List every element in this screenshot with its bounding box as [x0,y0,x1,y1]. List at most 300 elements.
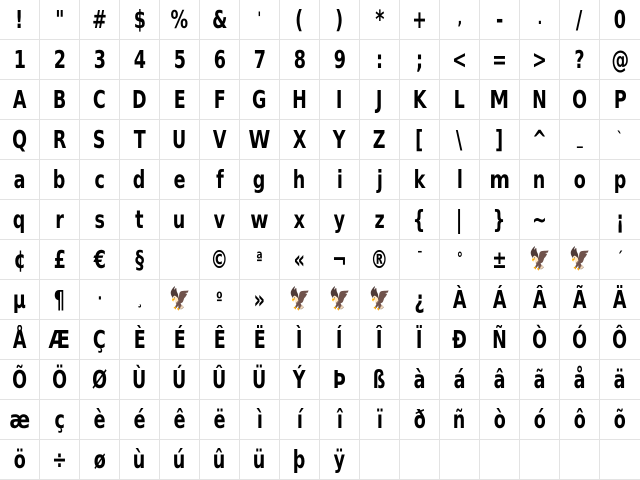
glyph-cell[interactable] [80,320,120,360]
glyph-cell[interactable] [600,40,640,80]
glyph-cell[interactable] [520,240,560,280]
glyph-cell[interactable] [240,360,280,400]
glyph-cell[interactable] [560,40,600,80]
glyph-cell[interactable] [480,120,520,160]
glyph-cell[interactable] [240,80,280,120]
glyph-cell[interactable] [280,440,320,480]
glyph-cell[interactable] [120,280,160,320]
latin-capital-d: D [132,85,147,114]
glyph-cell[interactable] [0,360,40,400]
digit-eight: 8 [293,45,306,74]
glyph-cell[interactable] [320,400,360,440]
reverse-solidus: \ [456,125,463,154]
latin-capital-s: S [93,125,106,154]
glyph-cell[interactable] [240,200,280,240]
glyph-cell[interactable] [600,240,640,280]
glyph-cell[interactable] [0,200,40,240]
glyph-cell[interactable] [360,160,400,200]
latin-capital-t: T [133,125,146,154]
latin-small-o-diaeresis: ö [13,445,26,474]
glyph-cell[interactable] [400,40,440,80]
latin-capital-i-acute: Í [336,325,343,354]
glyph-cell[interactable] [360,320,400,360]
glyph-cell[interactable] [320,360,360,400]
latin-capital-w: W [248,125,271,154]
latin-small-a: a [13,165,26,194]
glyph-cell[interactable] [520,360,560,400]
glyph-cell[interactable] [280,160,320,200]
glyph-cell[interactable] [80,200,120,240]
glyph-cell[interactable] [40,120,80,160]
glyph-cell[interactable] [120,120,160,160]
glyph-cell[interactable] [240,320,280,360]
latin-capital-i-diaeresis: Ï [416,325,423,354]
glyph-cell[interactable] [160,160,200,200]
latin-capital-e-acute: É [173,325,186,354]
glyph-cell[interactable] [600,0,640,40]
latin-small-eth: ð [413,405,426,434]
latin-capital-r: R [52,125,67,154]
glyph-cell[interactable] [240,280,280,320]
cedilla: ¸ [136,289,143,309]
glyph-cell[interactable] [160,80,200,120]
latin-small-thorn: þ [293,445,306,474]
glyph-cell[interactable] [520,400,560,440]
glyph-cell[interactable] [480,0,520,40]
latin-small-r: r [55,205,64,234]
glyph-cell[interactable] [200,40,240,80]
glyph-cell[interactable] [120,0,160,40]
latin-capital-j: J [376,85,383,114]
latin-small-y: y [333,205,346,234]
glyph-cell[interactable] [240,400,280,440]
glyph-cell[interactable] [40,400,80,440]
glyph-cell[interactable] [200,440,240,480]
glyph-cell[interactable] [40,160,80,200]
glyph-cell[interactable] [320,80,360,120]
glyph-cell[interactable] [240,160,280,200]
glyph-cell[interactable] [520,160,560,200]
right-parenthesis: ) [335,5,344,34]
glyph-cell[interactable] [520,40,560,80]
glyph-cell[interactable] [360,200,400,240]
low-line: _ [576,129,583,149]
glyph-cell[interactable] [600,320,640,360]
glyph-cell[interactable] [120,200,160,240]
hyphen-minus: - [495,5,504,34]
glyph-cell[interactable] [40,440,80,480]
glyph-cell[interactable] [160,400,200,440]
glyph-cell[interactable] [80,120,120,160]
less-than-sign: < [452,45,467,74]
glyph-cell[interactable] [440,80,480,120]
latin-capital-v: V [212,125,227,154]
glyph-cell[interactable] [440,320,480,360]
latin-capital-b: B [52,85,67,114]
glyph-cell[interactable] [480,280,520,320]
latin-small-d: d [133,165,146,194]
glyph-cell[interactable] [40,280,80,320]
glyph-cell[interactable] [240,240,280,280]
glyph-cell[interactable] [440,400,480,440]
glyph-cell[interactable] [320,440,360,480]
latin-capital-i-grave: Ì [296,325,303,354]
digit-one: 1 [13,45,26,74]
glyph-cell[interactable] [520,200,560,240]
latin-capital-a-acute: Á [492,285,507,314]
glyph-cell[interactable] [600,80,640,120]
glyph-cell[interactable] [80,0,120,40]
glyph-cell[interactable] [120,360,160,400]
glyph-cell[interactable] [480,440,520,480]
glyph-cell[interactable] [280,200,320,240]
inverted-question-mark: ¿ [414,285,425,314]
latin-small-o-acute: ó [533,405,546,434]
glyph-cell[interactable] [480,40,520,80]
latin-small-k: k [413,165,426,194]
glyph-cell[interactable] [0,80,40,120]
glyph-cell[interactable] [560,160,600,200]
latin-capital-o-stroke: Ø [92,365,107,394]
latin-capital-u-acute: Ú [172,365,187,394]
glyph-cell[interactable] [240,0,280,40]
digit-seven: 7 [253,45,266,74]
glyph-cell[interactable] [400,440,440,480]
glyph-cell[interactable] [560,240,600,280]
feminine-ordinal-indicator: ª [256,249,263,269]
latin-capital-c: C [93,85,106,114]
glyph-cell[interactable] [80,40,120,80]
glyph-cell[interactable] [160,280,200,320]
latin-small-n: n [533,165,546,194]
glyph-cell[interactable] [520,440,560,480]
glyph-cell[interactable] [200,400,240,440]
glyph-cell[interactable] [200,320,240,360]
not-sign: ¬ [332,245,347,274]
glyph-cell[interactable] [360,40,400,80]
glyph-cell[interactable] [560,320,600,360]
glyph-cell[interactable] [200,0,240,40]
glyph-cell[interactable] [40,200,80,240]
glyph-cell[interactable] [600,440,640,480]
circumflex-accent: ^ [532,125,547,154]
latin-small-y-diaeresis: ÿ [333,445,346,474]
ampersand: & [211,5,228,34]
latin-small-a-circumflex: â [493,365,506,394]
bird-logo-glyph: 🦅 [328,286,351,312]
glyph-cell[interactable] [200,80,240,120]
glyph-cell[interactable] [480,320,520,360]
glyph-cell[interactable] [440,160,480,200]
number-sign: # [92,5,107,34]
glyph-cell[interactable] [0,240,40,280]
glyph-cell[interactable] [200,200,240,240]
glyph-cell[interactable] [400,0,440,40]
glyph-cell[interactable] [600,120,640,160]
glyph-cell[interactable] [0,440,40,480]
glyph-cell[interactable] [360,360,400,400]
glyph-cell[interactable] [200,240,240,280]
glyph-cell[interactable] [80,400,120,440]
glyph-cell[interactable] [120,40,160,80]
glyph-cell[interactable] [120,400,160,440]
glyph-cell[interactable] [280,240,320,280]
latin-small-a-tilde: ã [533,365,546,394]
glyph-cell[interactable] [240,440,280,480]
glyph-cell[interactable] [480,400,520,440]
glyph-cell[interactable] [200,280,240,320]
glyph-cell[interactable] [400,200,440,240]
latin-capital-o: O [572,85,587,114]
glyph-cell[interactable] [280,0,320,40]
masculine-ordinal-indicator: º [216,289,223,309]
glyph-cell[interactable] [560,80,600,120]
latin-capital-u-diaeresis: Ü [252,365,267,394]
pound-sign: £ [53,245,66,274]
glyph-cell[interactable] [400,360,440,400]
glyph-cell[interactable] [320,160,360,200]
division-sign: ÷ [52,445,67,474]
glyph-cell[interactable] [360,400,400,440]
section-sign: § [135,245,144,274]
glyph-cell[interactable] [80,240,120,280]
glyph-cell[interactable] [160,0,200,40]
glyph-cell[interactable] [160,240,200,280]
glyph-cell[interactable] [80,160,120,200]
latin-small-c-cedilla: ç [54,405,65,434]
glyph-cell[interactable] [360,120,400,160]
latin-small-x: x [293,205,306,234]
glyph-cell[interactable] [360,440,400,480]
glyph-cell[interactable] [160,360,200,400]
glyph-cell[interactable] [560,400,600,440]
glyph-cell[interactable] [320,320,360,360]
glyph-cell[interactable] [560,440,600,480]
glyph-cell[interactable] [280,400,320,440]
latin-small-sharp-s: ß [373,365,386,394]
glyph-cell[interactable] [440,440,480,480]
glyph-cell[interactable] [0,40,40,80]
latin-small-o-tilde: õ [613,405,627,434]
glyph-cell[interactable] [440,0,480,40]
glyph-cell[interactable] [600,280,640,320]
latin-capital-h: H [292,85,307,114]
glyph-cell[interactable] [560,200,600,240]
latin-capital-p: P [613,85,627,114]
latin-capital-l: L [453,85,466,114]
glyph-cell[interactable] [400,280,440,320]
glyph-cell[interactable] [560,0,600,40]
latin-small-b: b [53,165,66,194]
glyph-cell[interactable] [0,280,40,320]
latin-small-a-diaeresis: ä [614,365,626,394]
apostrophe: ' [257,9,262,29]
glyph-cell[interactable] [480,160,520,200]
euro-sign: € [93,245,106,274]
equals-sign: = [492,45,507,74]
percent-sign: % [170,5,189,34]
glyph-cell[interactable] [600,400,640,440]
latin-small-s: s [94,205,105,234]
glyph-cell[interactable] [280,120,320,160]
glyph-cell[interactable] [160,200,200,240]
latin-small-ae: æ [9,405,30,434]
glyph-cell[interactable] [400,120,440,160]
glyph-cell[interactable] [440,200,480,240]
latin-capital-o-diaeresis: Ö [52,365,67,394]
glyph-cell[interactable] [200,120,240,160]
latin-capital-c-cedilla: Ç [93,325,106,354]
glyph-cell[interactable] [320,240,360,280]
greater-than-sign: > [532,45,547,74]
commercial-at: @ [611,45,629,74]
colon: : [375,45,384,74]
glyph-cell[interactable] [280,280,320,320]
latin-capital-u-circumflex: Û [212,365,227,394]
glyph-cell[interactable] [120,80,160,120]
glyph-cell[interactable] [160,40,200,80]
glyph-cell[interactable] [440,360,480,400]
glyph-cell[interactable] [80,80,120,120]
glyph-cell[interactable] [320,200,360,240]
latin-small-u-acute: ú [173,445,186,474]
latin-capital-a-circumflex: Â [532,285,547,314]
glyph-cell[interactable] [480,360,520,400]
glyph-cell[interactable] [320,40,360,80]
glyph-cell[interactable] [80,440,120,480]
latin-small-i-grave: ì [256,405,263,434]
glyph-cell[interactable] [200,160,240,200]
glyph-cell[interactable] [560,280,600,320]
digit-nine: 9 [333,45,346,74]
glyph-cell[interactable] [320,120,360,160]
glyph-cell[interactable] [40,240,80,280]
glyph-cell[interactable] [400,240,440,280]
latin-small-i: i [336,165,343,194]
latin-capital-f: F [213,85,226,114]
glyph-cell[interactable] [40,80,80,120]
glyph-cell[interactable] [400,160,440,200]
left-square-bracket: [ [415,125,424,154]
latin-small-e-circumflex: ê [173,405,186,434]
glyph-cell[interactable] [360,280,400,320]
glyph-cell[interactable] [240,40,280,80]
latin-small-e-diaeresis: ë [213,405,226,434]
glyph-cell[interactable] [600,360,640,400]
latin-small-n-tilde: ñ [453,405,466,434]
glyph-cell[interactable] [120,160,160,200]
glyph-cell[interactable] [480,240,520,280]
glyph-cell[interactable] [600,200,640,240]
glyph-cell[interactable] [520,120,560,160]
solidus: / [576,5,583,34]
glyph-cell[interactable] [80,360,120,400]
glyph-cell[interactable] [200,360,240,400]
glyph-cell[interactable] [400,320,440,360]
latin-small-o: o [573,165,586,194]
question-mark: ? [574,45,585,74]
glyph-cell[interactable] [520,320,560,360]
latin-small-u: u [173,205,186,234]
latin-capital-a: A [12,85,27,114]
latin-capital-a-ring: Å [12,325,27,354]
glyph-cell[interactable] [440,280,480,320]
glyph-cell[interactable] [520,280,560,320]
glyph-cell[interactable] [280,320,320,360]
glyph-cell[interactable] [120,240,160,280]
glyph-cell[interactable] [320,280,360,320]
latin-capital-y: Y [333,125,346,154]
glyph-cell[interactable] [0,120,40,160]
glyph-cell[interactable] [40,320,80,360]
glyph-cell[interactable] [120,440,160,480]
glyph-cell[interactable] [480,80,520,120]
latin-small-i-acute: í [296,405,303,434]
glyph-cell[interactable] [40,360,80,400]
glyph-cell[interactable] [520,80,560,120]
glyph-cell[interactable] [560,120,600,160]
glyph-cell[interactable] [480,200,520,240]
latin-small-q: q [13,205,26,234]
bird-logo-glyph: 🦅 [368,286,391,312]
glyph-cell[interactable] [80,280,120,320]
digit-five: 5 [173,45,186,74]
glyph-cell[interactable] [560,360,600,400]
glyph-cell[interactable] [0,400,40,440]
latin-small-o-circumflex: ô [573,405,586,434]
latin-small-e-acute: é [133,405,146,434]
glyph-cell[interactable] [160,440,200,480]
glyph-cell[interactable] [360,0,400,40]
latin-small-u-diaeresis: ü [253,445,266,474]
glyph-cell[interactable] [120,320,160,360]
latin-capital-o-tilde: Õ [12,365,27,394]
plus-sign: + [412,5,427,34]
glyph-cell[interactable] [160,320,200,360]
digit-two: 2 [53,45,66,74]
vertical-line: | [456,205,463,234]
latin-small-j: j [376,165,383,194]
glyph-cell[interactable] [440,120,480,160]
glyph-cell[interactable] [240,120,280,160]
glyph-cell[interactable] [280,360,320,400]
latin-capital-eth: Ð [452,325,467,354]
glyph-cell[interactable] [400,80,440,120]
glyph-cell[interactable] [440,40,480,80]
glyph-cell[interactable] [40,40,80,80]
latin-small-a-grave: à [413,365,426,394]
glyph-cell[interactable] [280,40,320,80]
glyph-cell[interactable] [320,0,360,40]
glyph-cell[interactable] [280,80,320,120]
latin-small-l: l [456,165,463,194]
latin-small-a-ring: å [573,365,586,394]
glyph-cell[interactable] [0,160,40,200]
glyph-cell[interactable] [440,240,480,280]
glyph-cell[interactable] [520,0,560,40]
glyph-cell[interactable] [360,80,400,120]
latin-capital-n: N [532,85,547,114]
glyph-cell[interactable] [160,120,200,160]
glyph-cell[interactable] [600,160,640,200]
glyph-cell[interactable] [360,240,400,280]
glyph-cell[interactable] [0,320,40,360]
digit-four: 4 [133,45,146,74]
glyph-cell[interactable] [0,0,40,40]
glyph-cell[interactable] [40,0,80,40]
latin-small-f: f [215,165,224,194]
glyph-cell[interactable] [400,400,440,440]
